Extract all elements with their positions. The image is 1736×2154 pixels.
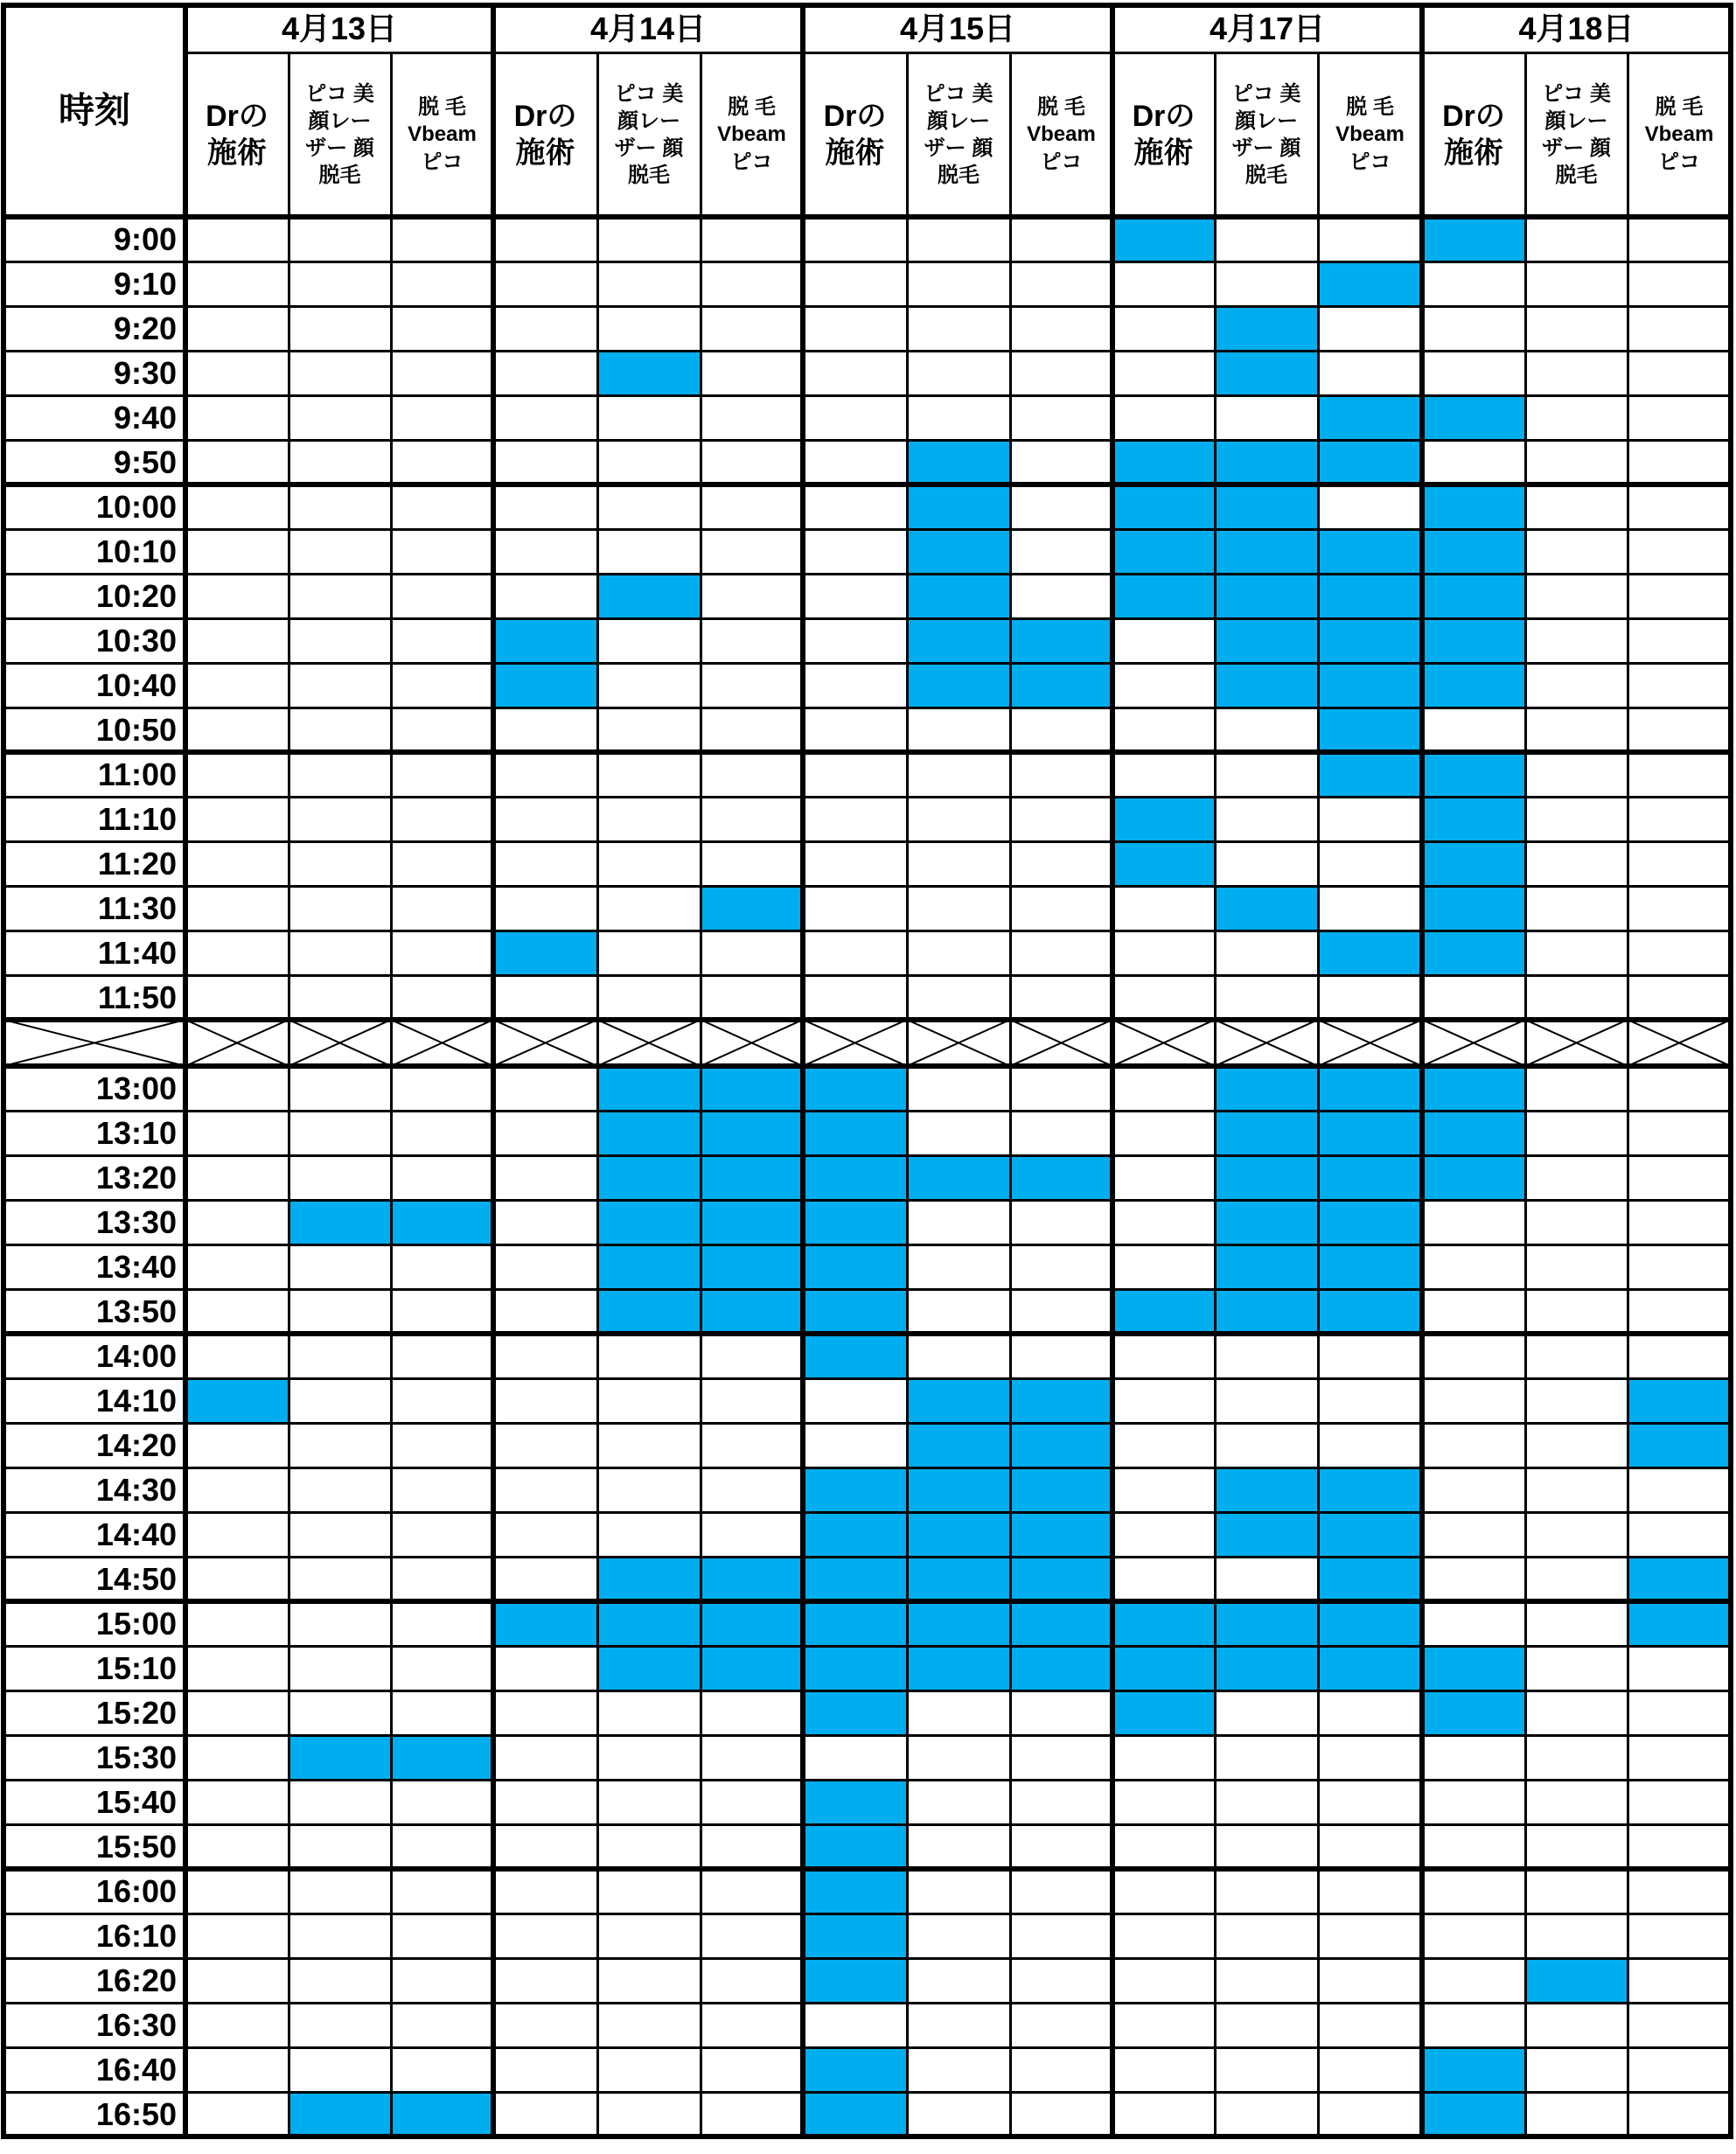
- booked-slot[interactable]: [1216, 1244, 1317, 1289]
- day-divider: [491, 3, 496, 2139]
- hour-rule: [1, 1063, 1733, 1069]
- lunch-break-cell: [1112, 1020, 1215, 1066]
- booked-slot[interactable]: [494, 1601, 596, 1646]
- time-label-1430: 14:30: [95, 1471, 177, 1508]
- grid-line: [3, 1645, 1733, 1648]
- grid-line: [3, 1199, 1733, 1202]
- booked-slot[interactable]: [1216, 1601, 1317, 1646]
- column-header-dr-treatment: Drの 施術: [206, 99, 268, 170]
- lunch-break-cell: [289, 1020, 391, 1066]
- grid-line: [3, 1690, 1733, 1692]
- booked-slot[interactable]: [908, 574, 1009, 618]
- column-header-pico-laser: ピコ 美 顔レー ザー 顔 脱毛: [614, 81, 684, 188]
- booked-slot[interactable]: [1113, 1690, 1214, 1735]
- booked-slot[interactable]: [1423, 886, 1524, 931]
- grid-line: [3, 528, 1733, 531]
- booked-slot[interactable]: [1216, 618, 1317, 663]
- booked-slot[interactable]: [1628, 1423, 1730, 1467]
- time-label-1110: 11:10: [97, 800, 177, 837]
- booked-slot[interactable]: [1216, 1646, 1317, 1690]
- booked-slot[interactable]: [598, 1066, 700, 1111]
- booked-slot[interactable]: [1319, 1512, 1421, 1557]
- lunch-break-cell: [1525, 1020, 1628, 1066]
- booked-slot[interactable]: [1216, 1066, 1317, 1111]
- time-label-1420: 14:20: [95, 1426, 177, 1463]
- booked-slot[interactable]: [1319, 1200, 1421, 1244]
- booked-slot[interactable]: [804, 1646, 906, 1690]
- booked-slot[interactable]: [1216, 1111, 1317, 1155]
- booked-slot[interactable]: [1423, 217, 1524, 261]
- outer-border-top: [1, 3, 1733, 8]
- column-header-pico-laser: ピコ 美 顔レー ザー 顔 脱毛: [305, 81, 374, 188]
- booked-slot[interactable]: [598, 351, 700, 395]
- booked-slot[interactable]: [598, 1155, 700, 1200]
- booked-slot[interactable]: [701, 886, 802, 931]
- booked-slot[interactable]: [1319, 708, 1421, 752]
- booked-slot[interactable]: [494, 663, 596, 708]
- grid-line: [3, 1110, 1733, 1112]
- booked-slot[interactable]: [1319, 261, 1421, 306]
- hour-rule: [1, 1017, 1733, 1022]
- booked-slot[interactable]: [289, 1735, 390, 1780]
- grid-line: [3, 662, 1733, 665]
- booked-slot[interactable]: [701, 1066, 802, 1111]
- booked-slot[interactable]: [804, 1111, 906, 1155]
- booked-slot[interactable]: [494, 618, 596, 663]
- booked-slot[interactable]: [1216, 440, 1317, 484]
- time-label-1640: 16:40: [95, 2051, 177, 2088]
- lunch-break-cell: [803, 1020, 907, 1066]
- booked-slot[interactable]: [908, 1646, 1009, 1690]
- time-label-1140: 11:40: [97, 934, 177, 971]
- booked-slot[interactable]: [598, 1601, 700, 1646]
- booked-slot[interactable]: [908, 1512, 1009, 1557]
- column-header-dr-treatment: Drの 施術: [1132, 99, 1196, 170]
- booked-slot[interactable]: [1628, 1557, 1730, 1601]
- hour-rule: [1, 1331, 1733, 1336]
- booked-slot[interactable]: [1423, 797, 1524, 841]
- grid-line: [3, 2002, 1733, 2004]
- booked-slot[interactable]: [1628, 1601, 1730, 1646]
- booked-slot[interactable]: [598, 1111, 700, 1155]
- grid-line: [3, 1422, 1733, 1425]
- grid-line: [3, 1913, 1733, 1915]
- booked-slot[interactable]: [1423, 1646, 1524, 1690]
- time-label-1310: 13:10: [95, 1114, 177, 1151]
- booked-slot[interactable]: [804, 2092, 906, 2137]
- column-header-pico-laser: ピコ 美 顔レー ザー 顔 脱毛: [924, 81, 993, 188]
- booked-slot[interactable]: [1011, 618, 1112, 663]
- booked-slot[interactable]: [1319, 1244, 1421, 1289]
- booked-slot[interactable]: [1423, 2047, 1524, 2092]
- time-label-1630: 16:30: [95, 2006, 177, 2043]
- booked-slot[interactable]: [1628, 1378, 1730, 1423]
- grid-line: [1009, 52, 1012, 2138]
- outer-border-side: [1, 3, 6, 2139]
- booked-slot[interactable]: [908, 1557, 1009, 1601]
- column-header-hair-removal: 脱 毛 Vbeam ピコ: [717, 95, 786, 174]
- booked-slot[interactable]: [1423, 931, 1524, 975]
- booked-slot[interactable]: [804, 1690, 906, 1735]
- time-label-940: 9:40: [113, 399, 177, 436]
- time-label-900: 9:00: [113, 220, 177, 257]
- grid-line: [3, 2046, 1733, 2049]
- booked-slot[interactable]: [1113, 1601, 1214, 1646]
- booked-slot[interactable]: [289, 1200, 390, 1244]
- time-label-1320: 13:20: [95, 1159, 177, 1196]
- time-label-1600: 16:00: [95, 1872, 177, 1909]
- lunch-break-cell: [1010, 1020, 1112, 1066]
- hour-rule: [1, 2134, 1733, 2139]
- booked-slot[interactable]: [1216, 351, 1317, 395]
- time-label-1540: 15:40: [95, 1783, 177, 1820]
- lunch-break-cell: [391, 1020, 493, 1066]
- lunch-break-cell: [3, 1020, 185, 1066]
- booked-slot[interactable]: [1423, 1155, 1524, 1200]
- booked-slot[interactable]: [1319, 1289, 1421, 1334]
- booked-slot[interactable]: [1319, 574, 1421, 618]
- time-label-1340: 13:40: [95, 1248, 177, 1285]
- booked-slot[interactable]: [392, 1200, 492, 1244]
- booked-slot[interactable]: [804, 1958, 906, 2003]
- time-label-1130: 11:30: [97, 889, 177, 926]
- booked-slot[interactable]: [1216, 1467, 1317, 1512]
- time-label-1400: 14:00: [95, 1337, 177, 1374]
- grid-line: [3, 617, 1733, 620]
- grid-line: [3, 394, 1733, 397]
- booked-slot[interactable]: [1113, 574, 1214, 618]
- booked-slot[interactable]: [701, 1244, 802, 1289]
- booked-slot[interactable]: [908, 663, 1009, 708]
- booked-slot[interactable]: [598, 1200, 700, 1244]
- booked-slot[interactable]: [908, 618, 1009, 663]
- lunch-break-cell: [907, 1020, 1010, 1066]
- booked-slot[interactable]: [908, 1467, 1009, 1512]
- booked-slot[interactable]: [1216, 529, 1317, 574]
- booked-slot[interactable]: [1216, 1200, 1317, 1244]
- booked-slot[interactable]: [1216, 1155, 1317, 1200]
- time-label-1020: 10:20: [95, 577, 177, 614]
- grid-line: [3, 1288, 1733, 1291]
- hour-rule: [1, 482, 1733, 487]
- booked-slot[interactable]: [1216, 1289, 1317, 1334]
- booked-slot[interactable]: [804, 1557, 906, 1601]
- grid-line: [1627, 52, 1629, 2138]
- booked-slot[interactable]: [804, 1289, 906, 1334]
- booked-slot[interactable]: [908, 1155, 1009, 1200]
- time-label-1530: 15:30: [95, 1739, 177, 1775]
- time-label-1040: 10:40: [95, 666, 177, 703]
- time-label-1350: 13:50: [95, 1293, 177, 1329]
- booked-slot[interactable]: [804, 1244, 906, 1289]
- booked-slot[interactable]: [1319, 1646, 1421, 1690]
- booked-slot[interactable]: [1113, 440, 1214, 484]
- time-label-1520: 15:20: [95, 1694, 177, 1731]
- lunch-break-cell: [597, 1020, 701, 1066]
- grid-line: [3, 305, 1733, 308]
- grid-line: [3, 1511, 1733, 1514]
- grid-line: [1317, 52, 1320, 2138]
- grid-line: [3, 261, 1733, 263]
- booked-slot[interactable]: [804, 1914, 906, 1958]
- booked-slot[interactable]: [1423, 529, 1524, 574]
- date-header: 4月15日: [899, 10, 1016, 47]
- booked-slot[interactable]: [1319, 1155, 1421, 1200]
- grid-line: [3, 930, 1733, 932]
- booked-slot[interactable]: [1423, 618, 1524, 663]
- booked-slot[interactable]: [392, 1735, 492, 1780]
- grid-line: [1214, 52, 1217, 2138]
- booked-slot[interactable]: [1113, 1646, 1214, 1690]
- booked-slot[interactable]: [1113, 1289, 1214, 1334]
- booked-slot[interactable]: [1319, 440, 1421, 484]
- booked-slot[interactable]: [1423, 841, 1524, 886]
- time-label-1300: 13:00: [95, 1070, 177, 1106]
- booked-slot[interactable]: [598, 1289, 700, 1334]
- grid-line: [3, 885, 1733, 888]
- booked-slot[interactable]: [1423, 574, 1524, 618]
- booked-slot[interactable]: [804, 1869, 906, 1914]
- header-bottom-rule: [1, 214, 1733, 220]
- time-label-1000: 10:00: [95, 488, 177, 525]
- grid-line: [3, 796, 1733, 798]
- time-label-1550: 15:50: [95, 1828, 177, 1865]
- booked-slot[interactable]: [1319, 663, 1421, 708]
- booked-slot[interactable]: [1319, 529, 1421, 574]
- booked-slot[interactable]: [1319, 931, 1421, 975]
- booked-slot[interactable]: [1423, 752, 1524, 797]
- booked-slot[interactable]: [1216, 1512, 1317, 1557]
- time-column-header: 時刻: [59, 90, 130, 131]
- booked-slot[interactable]: [804, 1334, 906, 1378]
- booked-slot[interactable]: [289, 2092, 390, 2137]
- time-label-1500: 15:00: [95, 1605, 177, 1642]
- hour-rule: [1, 749, 1733, 755]
- booked-slot[interactable]: [1011, 1557, 1112, 1601]
- grid-line: [3, 1556, 1733, 1558]
- column-header-dr-treatment: Drの 施術: [823, 99, 887, 170]
- grid-line: [596, 52, 599, 2138]
- lunch-break-cell: [1318, 1020, 1422, 1066]
- date-header: 4月14日: [589, 10, 707, 47]
- hour-rule: [1, 1866, 1733, 1872]
- grid-line: [3, 439, 1733, 442]
- lunch-break-cell: [701, 1020, 803, 1066]
- booked-slot[interactable]: [1216, 886, 1317, 931]
- grid-line: [3, 350, 1733, 352]
- grid-line: [3, 573, 1733, 575]
- booked-slot[interactable]: [1526, 1958, 1627, 2003]
- booked-slot[interactable]: [804, 1066, 906, 1111]
- time-label-920: 9:20: [113, 310, 177, 346]
- booked-slot[interactable]: [701, 1289, 802, 1334]
- time-label-1440: 14:40: [95, 1516, 177, 1552]
- booked-slot[interactable]: [1113, 841, 1214, 886]
- booked-slot[interactable]: [1319, 1557, 1421, 1601]
- booked-slot[interactable]: [1319, 1601, 1421, 1646]
- column-header-hair-removal: 脱 毛 Vbeam ピコ: [1027, 95, 1096, 174]
- time-label-1620: 16:20: [95, 1962, 177, 1998]
- booked-slot[interactable]: [1011, 1155, 1112, 1200]
- column-header-pico-laser: ピコ 美 顔レー ザー 顔 脱毛: [1542, 81, 1611, 188]
- booked-slot[interactable]: [701, 1557, 802, 1601]
- booked-slot[interactable]: [1423, 1690, 1524, 1735]
- time-label-930: 9:30: [113, 354, 177, 391]
- time-label-1100: 11:00: [97, 756, 177, 792]
- booked-slot[interactable]: [1113, 484, 1214, 529]
- booked-slot[interactable]: [1216, 484, 1317, 529]
- date-header: 4月17日: [1209, 10, 1326, 47]
- booked-slot[interactable]: [1423, 395, 1524, 440]
- booked-slot[interactable]: [1319, 395, 1421, 440]
- day-divider: [1419, 3, 1425, 2139]
- booked-slot[interactable]: [1011, 1512, 1112, 1557]
- booked-slot[interactable]: [908, 1423, 1009, 1467]
- booked-slot[interactable]: [908, 1601, 1009, 1646]
- day-divider: [1110, 3, 1115, 2139]
- time-label-950: 9:50: [113, 443, 177, 480]
- lunch-break-cell: [185, 1020, 289, 1066]
- time-label-1510: 15:10: [95, 1649, 177, 1686]
- grid-line: [906, 52, 909, 2138]
- grid-line: [288, 52, 290, 2138]
- column-header-hair-removal: 脱 毛 Vbeam ピコ: [1644, 95, 1714, 174]
- grid-line: [3, 1154, 1733, 1157]
- lunch-break-cell: [1215, 1020, 1318, 1066]
- booked-slot[interactable]: [1423, 1066, 1524, 1111]
- booked-slot[interactable]: [1319, 1467, 1421, 1512]
- booked-slot[interactable]: [1113, 217, 1214, 261]
- grid-line: [3, 1823, 1733, 1826]
- booked-slot[interactable]: [1011, 1467, 1112, 1512]
- date-divider: [185, 52, 1733, 54]
- grid-line: [3, 1244, 1733, 1246]
- grid-line: [3, 974, 1733, 977]
- booked-slot[interactable]: [598, 1244, 700, 1289]
- booked-slot[interactable]: [701, 1646, 802, 1690]
- booked-slot[interactable]: [1319, 1111, 1421, 1155]
- hour-rule: [1, 1599, 1733, 1604]
- booked-slot[interactable]: [598, 574, 700, 618]
- grid-line: [3, 1734, 1733, 1737]
- booked-slot[interactable]: [1113, 797, 1214, 841]
- booked-slot[interactable]: [1216, 306, 1317, 351]
- booked-slot[interactable]: [392, 2092, 492, 2137]
- booked-slot[interactable]: [908, 484, 1009, 529]
- outer-border-side: [1728, 3, 1733, 2139]
- booked-slot[interactable]: [1216, 663, 1317, 708]
- booked-slot[interactable]: [804, 1780, 906, 1824]
- booked-slot[interactable]: [1319, 618, 1421, 663]
- grid-line: [1524, 52, 1527, 2138]
- booked-slot[interactable]: [804, 1155, 906, 1200]
- booked-slot[interactable]: [908, 529, 1009, 574]
- booked-slot[interactable]: [1319, 752, 1421, 797]
- day-divider: [800, 3, 805, 2139]
- booked-slot[interactable]: [1216, 574, 1317, 618]
- booked-slot[interactable]: [804, 1601, 906, 1646]
- day-divider: [183, 3, 188, 2139]
- booked-slot[interactable]: [701, 1601, 802, 1646]
- time-label-1150: 11:50: [97, 979, 177, 1015]
- grid-line: [3, 2091, 1733, 2094]
- booked-slot[interactable]: [1423, 663, 1524, 708]
- booked-slot[interactable]: [1319, 1066, 1421, 1111]
- booked-slot[interactable]: [598, 1646, 700, 1690]
- booked-slot[interactable]: [1011, 1646, 1112, 1690]
- booked-slot[interactable]: [908, 440, 1009, 484]
- booked-slot[interactable]: [1011, 1601, 1112, 1646]
- column-header-hair-removal: 脱 毛 Vbeam ピコ: [408, 95, 477, 174]
- date-header: 4月13日: [281, 10, 398, 47]
- time-label-1050: 10:50: [95, 711, 177, 748]
- column-header-dr-treatment: Drの 施術: [1442, 99, 1505, 170]
- booked-slot[interactable]: [494, 931, 596, 975]
- time-label-1030: 10:30: [95, 622, 177, 659]
- grid-line: [700, 52, 702, 2138]
- date-header: 4月18日: [1518, 10, 1635, 47]
- booked-slot[interactable]: [1423, 2092, 1524, 2137]
- time-label-1610: 16:10: [95, 1917, 177, 1954]
- grid-line: [3, 1467, 1733, 1469]
- grid-line: [3, 1377, 1733, 1380]
- booked-slot[interactable]: [598, 1557, 700, 1601]
- booked-slot[interactable]: [701, 1111, 802, 1155]
- booked-slot[interactable]: [804, 1824, 906, 1869]
- booked-slot[interactable]: [701, 1155, 802, 1200]
- time-label-1650: 16:50: [95, 2095, 177, 2132]
- booked-slot[interactable]: [1011, 663, 1112, 708]
- booked-slot[interactable]: [804, 1200, 906, 1244]
- time-label-1120: 11:20: [97, 845, 177, 882]
- time-label-1330: 13:30: [95, 1203, 177, 1240]
- booked-slot[interactable]: [701, 1200, 802, 1244]
- time-label-1450: 14:50: [95, 1560, 177, 1597]
- grid-line: [3, 1779, 1733, 1781]
- time-label-910: 9:10: [113, 265, 177, 302]
- booked-slot[interactable]: [1011, 1423, 1112, 1467]
- booked-slot[interactable]: [1113, 529, 1214, 574]
- lunch-break-cell: [1422, 1020, 1525, 1066]
- grid-line: [390, 52, 393, 2138]
- booked-slot[interactable]: [1423, 1111, 1524, 1155]
- column-header-hair-removal: 脱 毛 Vbeam ピコ: [1335, 95, 1405, 174]
- time-label-1410: 14:10: [95, 1382, 177, 1419]
- grid-line: [3, 1957, 1733, 1960]
- time-label-1010: 10:10: [95, 533, 177, 569]
- column-header-pico-laser: ピコ 美 顔レー ザー 顔 脱毛: [1231, 81, 1301, 188]
- booked-slot[interactable]: [804, 2047, 906, 2092]
- grid-line: [3, 707, 1733, 709]
- booked-slot[interactable]: [804, 1512, 906, 1557]
- booked-slot[interactable]: [1011, 1378, 1112, 1423]
- grid-line: [3, 840, 1733, 843]
- booked-slot[interactable]: [908, 1378, 1009, 1423]
- booked-slot[interactable]: [1423, 484, 1524, 529]
- column-header-dr-treatment: Drの 施術: [513, 99, 577, 170]
- lunch-break-cell: [493, 1020, 597, 1066]
- lunch-break-cell: [1628, 1020, 1731, 1066]
- booked-slot[interactable]: [804, 1467, 906, 1512]
- booked-slot[interactable]: [186, 1378, 288, 1423]
